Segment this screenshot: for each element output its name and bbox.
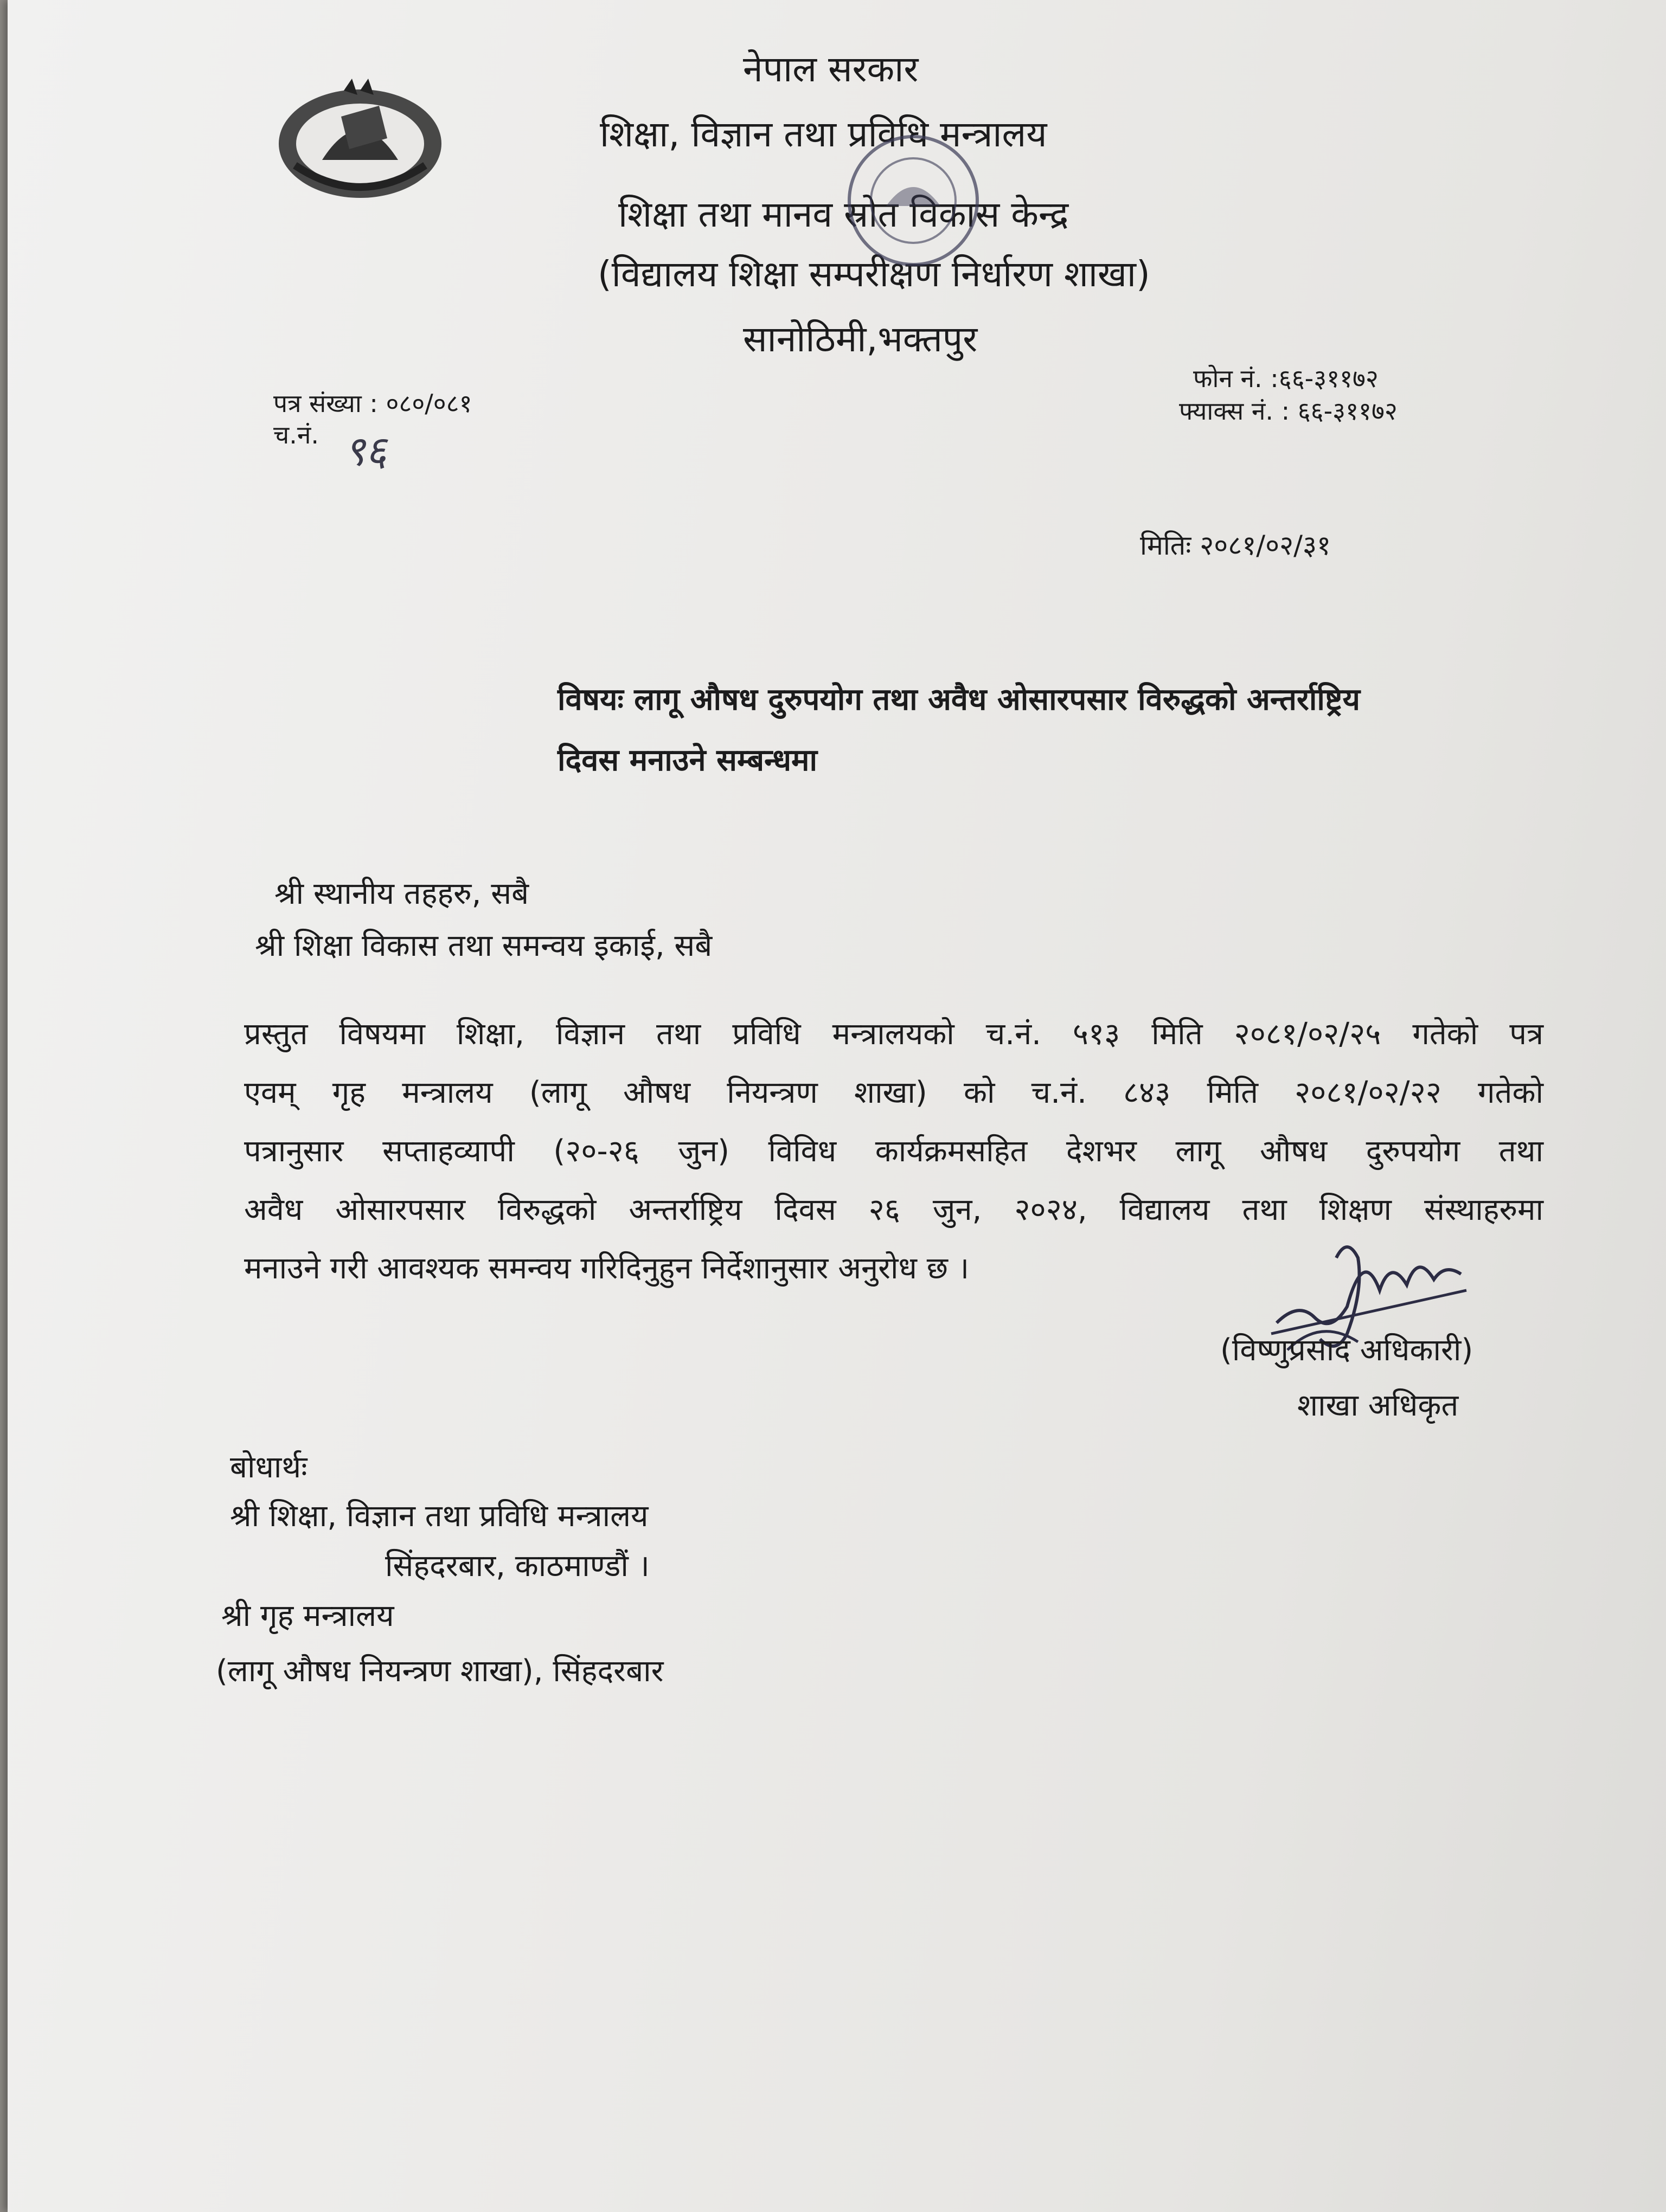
cc-item: श्री गृह मन्त्रालय xyxy=(221,1598,394,1634)
phone-number: फोन नं. :६६-३११७२ xyxy=(1193,364,1379,393)
cc-heading: बोधार्थः xyxy=(230,1450,307,1485)
recipient-2: श्री शिक्षा विकास तथा समन्वय इकाई, सबै xyxy=(255,928,713,963)
fax-number: फ्याक्स नं. : ६६-३११७२ xyxy=(1179,396,1398,426)
body-line: मनाउने गरी आवश्यक समन्वय गरिदिनुहुन निर्देशानुसार अनुरोध छ । xyxy=(244,1251,970,1286)
recipient-1: श्री स्थानीय तहहरु, सबै xyxy=(274,876,529,911)
header-center: शिक्षा तथा मानव स्रोत विकास केन्द्र xyxy=(618,194,1069,235)
header-section: (विद्यालय शिक्षा सम्परीक्षण निर्धारण शाखा) xyxy=(598,253,1150,295)
letter-sheet xyxy=(8,0,1666,2212)
body-line: प्रस्तुत विषयमा शिक्षा, विज्ञान तथा प्रविधि मन्त्रालयको च.नं. ५१३ मिति २०८१/०२/२५ गतेको पत्र xyxy=(244,1017,1543,1052)
signatory-name: (विष्णुप्रसाद अधिकारी) xyxy=(1220,1333,1473,1368)
office-stamp xyxy=(821,125,1049,320)
body-line: एवम् गृह मन्त्रालय (लागू औषध नियन्त्रण शाखा) को च.नं. ८४३ मिति २०८१/०२/२२ गतेको xyxy=(244,1075,1543,1110)
cc-item: सिंहदरबार, काठमाण्डौं । xyxy=(385,1548,650,1584)
dispatch-number-label: च.नं. xyxy=(273,420,319,449)
cc-item: (लागू औषध नियन्त्रण शाखा), सिंहदरबार xyxy=(216,1654,664,1689)
subject-line-1: विषयः लागू औषध दुरुपयोग तथा अवैध ओसारपसार विरुद्धको अन्तर्राष्ट्रिय xyxy=(558,682,1361,717)
letter-number: पत्र संख्या : ०८०/०८१ xyxy=(273,389,472,418)
letter-date: मितिः २०८१/०२/३१ xyxy=(1140,530,1331,561)
dispatch-number-handwritten: ९६ xyxy=(344,427,387,475)
header-ministry: शिक्षा, विज्ञान तथा प्रविधि मन्त्रालय xyxy=(600,113,1047,155)
body-line: अवैध ओसारपसार विरुद्धको अन्तर्राष्ट्रिय दिवस २६ जुन, २०२४, विद्यालय तथा शिक्षण संस्थाहरुमा xyxy=(244,1192,1543,1227)
subject-line-2: दिवस मनाउने सम्बन्धमा xyxy=(558,743,818,778)
header-address: सानोठिमी,भक्तपुर xyxy=(743,318,978,360)
signatory-title: शाखा अधिकृत xyxy=(1297,1388,1459,1423)
header-government: नेपाल सरकार xyxy=(743,48,919,90)
nepal-emblem-icon xyxy=(262,57,458,209)
body-line: पत्रानुसार सप्ताहव्यापी (२०-२६ जुन) विविध कार्यक्रमसहित देशभर लागू औषध दुरुपयोग तथा xyxy=(244,1134,1543,1169)
cc-item: श्री शिक्षा, विज्ञान तथा प्रविधि मन्त्रालय xyxy=(230,1499,649,1534)
